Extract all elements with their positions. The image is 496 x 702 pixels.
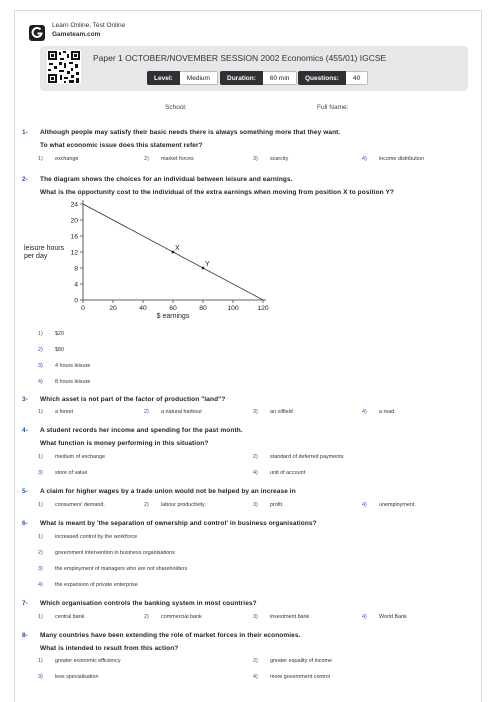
y-tick-label: 12 (70, 249, 78, 257)
qr-code-icon (47, 50, 81, 84)
option-number: 1) (38, 534, 43, 540)
answer-option[interactable] (38, 566, 187, 572)
answer-option[interactable] (38, 502, 105, 508)
level-value: Medium (180, 71, 218, 85)
school-label: School: (165, 104, 187, 111)
option-text: standard of deferred payments (270, 454, 344, 460)
answer-option[interactable] (253, 658, 332, 664)
x-tick-label: 120 (257, 305, 269, 312)
option-number: 3) (253, 502, 258, 508)
question-text: What function is money performing in this situation? (40, 440, 209, 447)
answer-option[interactable] (38, 331, 64, 337)
answer-option[interactable] (253, 470, 305, 476)
option-number: 2) (253, 454, 258, 460)
question-text: To what economic issue does this statement refer? (40, 142, 203, 149)
question-number: 2- (22, 176, 28, 183)
x-tick-label: 80 (199, 305, 207, 312)
answer-option[interactable] (38, 550, 175, 556)
option-text: $80 (55, 347, 64, 353)
answer-option[interactable] (362, 156, 424, 162)
answer-option[interactable] (38, 454, 105, 460)
question-number: 4- (22, 427, 28, 434)
answer-option[interactable] (144, 156, 194, 162)
option-text: government intervention in business organisations (55, 550, 175, 556)
option-number: 2) (144, 502, 149, 508)
answer-option[interactable] (38, 347, 64, 353)
question-text: Which asset is not part of the factor of production "land"? (40, 396, 226, 403)
y-tick-label: 0 (74, 297, 78, 305)
answer-option[interactable] (253, 674, 330, 680)
option-text: income distribution (379, 156, 424, 162)
answer-option[interactable] (38, 658, 121, 664)
option-text: store of value (55, 470, 88, 476)
full-name-label: Full Name: (317, 104, 349, 111)
y-tick-label: 8 (74, 265, 78, 273)
option-text: exchange (55, 156, 79, 162)
answer-option[interactable] (38, 470, 87, 476)
y-axis-label: per day (24, 253, 48, 260)
option-text: the expansion of private enterprise (55, 582, 138, 588)
answer-option[interactable] (253, 409, 293, 415)
questions-value: 40 (346, 71, 368, 85)
option-number: 1) (38, 502, 43, 508)
option-number: 1) (38, 156, 43, 162)
option-text: market forces (161, 156, 194, 162)
page-frame (14, 10, 482, 702)
logo-icon (29, 25, 45, 41)
level-pill (147, 71, 218, 85)
option-number: 4) (38, 379, 43, 385)
option-number: 4) (38, 582, 43, 588)
answer-option[interactable] (38, 156, 78, 162)
option-text: unemployment. (379, 502, 416, 508)
questions-label: Questions: (298, 71, 346, 85)
answer-option[interactable] (362, 502, 416, 508)
answer-option[interactable] (38, 534, 137, 540)
question-text: What is intended to result from this action? (40, 645, 179, 652)
option-text: less specialisation (55, 674, 99, 680)
answer-option[interactable] (362, 409, 394, 415)
option-number: 3) (253, 614, 258, 620)
option-number: 4) (362, 614, 367, 620)
answer-option[interactable] (253, 454, 343, 460)
option-number: 1) (38, 658, 43, 664)
question-text: Although people may satisfy their basic needs there is always something more that they want. (40, 129, 341, 136)
answer-option[interactable] (253, 502, 283, 508)
option-text: medium of exchange (55, 454, 106, 460)
option-text: more government control (270, 674, 330, 680)
question-text: Which organisation controls the banking system in most countries? (40, 600, 257, 607)
answer-option[interactable] (144, 502, 206, 508)
answer-option[interactable] (144, 614, 202, 620)
option-text: a forest (55, 409, 73, 415)
option-number: 2) (253, 658, 258, 664)
option-number: 3) (38, 674, 43, 680)
option-number: 4) (362, 156, 367, 162)
option-number: 4) (253, 674, 258, 680)
x-tick-label: 20 (109, 305, 117, 312)
option-text: labour productivity. (161, 502, 206, 508)
y-tick-label: 20 (70, 217, 78, 225)
answer-option[interactable] (144, 409, 202, 415)
duration-pill (220, 71, 297, 85)
question-number: 8- (22, 632, 28, 639)
question-text: The diagram shows the choices for an individual between leisure and earnings. (40, 176, 293, 183)
option-number: 1) (38, 409, 43, 415)
option-text: unit of account (270, 470, 306, 476)
answer-option[interactable] (362, 614, 407, 620)
option-text: profit. (270, 502, 284, 508)
option-text: World Bank (379, 614, 407, 620)
question-number: 5- (22, 488, 28, 495)
point-label: X (175, 245, 180, 252)
question-number: 6- (22, 520, 28, 527)
duration-value: 60 min (263, 71, 298, 85)
question-text: What is the opportunity cost to the individual of the extra earnings when moving from position X to position Y? (40, 189, 395, 196)
option-number: 2) (144, 156, 149, 162)
answer-option[interactable] (38, 614, 84, 620)
option-number: 1) (38, 614, 43, 620)
option-text: central bank (55, 614, 85, 620)
y-tick-label: 24 (70, 201, 78, 209)
answer-option[interactable] (38, 363, 90, 369)
option-number: 2) (38, 550, 43, 556)
option-number: 1) (38, 454, 43, 460)
option-text: consumers' demand. (55, 502, 105, 508)
level-label: Level: (147, 71, 180, 85)
brand-block (52, 21, 125, 39)
option-number: 3) (253, 156, 258, 162)
question-text: What is meant by 'the separation of ownership and control' in business organisations? (40, 520, 317, 527)
option-number: 2) (144, 614, 149, 620)
brand-site[interactable]: Gameteam.com (52, 31, 101, 38)
option-number: 4) (362, 409, 367, 415)
paper-title: Paper 1 OCTOBER/NOVEMBER SESSION 2002 Economics (455/01) IGCSE (93, 53, 387, 63)
x-tick-label: 60 (169, 305, 177, 312)
answer-option[interactable] (38, 409, 73, 415)
question-number: 7- (22, 600, 28, 607)
option-text: increased control by the workforce (55, 534, 138, 540)
brand-tagline: Learn Online, Test Online (52, 22, 126, 29)
option-text: investment bank (270, 614, 310, 620)
option-number: 3) (253, 409, 258, 415)
option-text: scarcity (270, 156, 289, 162)
questions-pill (298, 71, 368, 85)
question-number: 3- (22, 396, 28, 403)
option-text: a natural harbour (161, 409, 203, 415)
option-number: 3) (38, 363, 43, 369)
x-axis-label: $ earnings (156, 313, 190, 320)
answer-option[interactable] (38, 674, 98, 680)
question-text: A student records her income and spending for the past month. (40, 427, 243, 434)
option-number: 3) (38, 470, 43, 476)
option-text: greater equality of income (270, 658, 333, 664)
option-number: 3) (38, 566, 43, 572)
option-number: 4) (362, 502, 367, 508)
point-y (202, 267, 205, 270)
option-number: 1) (38, 331, 43, 337)
option-text: commercial bank (161, 614, 202, 620)
x-tick-label: 40 (139, 305, 147, 312)
y-axis-label: leisure hours (24, 245, 65, 252)
option-text: the employment of managers who are not shareholders (55, 566, 188, 572)
answer-option[interactable] (38, 582, 138, 588)
point-x (172, 251, 175, 254)
option-number: 2) (144, 409, 149, 415)
option-text: 8 hours leisure (55, 379, 91, 385)
y-tick-label: 4 (74, 281, 78, 289)
leisure-earnings-chart (20, 196, 280, 320)
option-text: an oilfield (270, 409, 293, 415)
duration-label: Duration: (220, 71, 263, 85)
answer-option[interactable] (253, 156, 288, 162)
question-text: Many countries have been extending the role of market forces in their economies. (40, 632, 301, 639)
point-label: Y (205, 261, 210, 268)
x-tick-label: 100 (227, 305, 239, 312)
option-text: a road (379, 409, 395, 415)
option-text: $20 (55, 331, 64, 337)
answer-option[interactable] (38, 379, 90, 385)
option-number: 4) (253, 470, 258, 476)
option-number: 2) (38, 347, 43, 353)
answer-option[interactable] (253, 614, 309, 620)
question-number: 1- (22, 129, 28, 136)
question-text: A claim for higher wages by a trade union would not be helped by an increase in (40, 488, 296, 495)
option-text: greater economic efficiency (55, 658, 121, 664)
x-tick-label: 0 (81, 305, 85, 312)
option-text: 4 hours leisure (55, 363, 91, 369)
y-tick-label: 16 (70, 233, 78, 241)
